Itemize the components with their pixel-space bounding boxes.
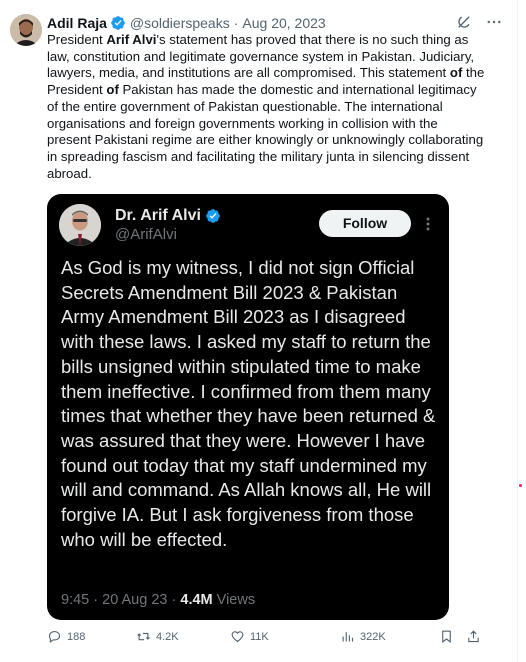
views-count: 322K [360, 630, 386, 643]
quoted-views-label: Views [216, 592, 256, 608]
quoted-views-count: 4.4M [180, 592, 213, 608]
quoted-tweet[interactable] [47, 194, 449, 620]
tweet-text-segment[interactable]: of [106, 82, 119, 98]
quoted-tweet-meta [61, 590, 255, 610]
tweet-text-segment[interactable]: Arif Alvi [106, 32, 157, 47]
reply-count: 188 [67, 630, 86, 643]
separator: · [171, 592, 177, 608]
more-icon[interactable] [421, 215, 435, 233]
more-icon[interactable] [485, 13, 503, 31]
repost-count: 4.2K [156, 630, 179, 643]
tweet-date[interactable]: Aug 20, 2023 [242, 15, 326, 31]
repost-icon [136, 629, 151, 644]
author-handle[interactable]: @soldierspeaks [129, 15, 230, 31]
bookmark-icon [439, 629, 454, 644]
tweet-text-segment[interactable]: of [449, 65, 463, 81]
verified-badge-icon[interactable] [110, 15, 126, 31]
quoted-author-avatar[interactable] [59, 204, 101, 246]
grok-icon[interactable] [455, 13, 473, 31]
reply-icon [47, 629, 62, 644]
tweet-text-segment: the President [47, 65, 485, 98]
reply-button[interactable] [47, 629, 85, 644]
quoted-author-name-row [115, 206, 225, 226]
quoted-tweet-text: As God is my witness, I did not sign Official Secrets Amendment Bill 2023 & Pakistan Army Amendment Bill 2023 as I disagreed with these laws. I asked my staff to return the bills unsigned within stipulated time to make them ineffective. I confirmed from them many times that whether they have been returned & was assured that they were. However I have found out today that my staff undermined my will and command. As Allah knows all, He will forgive IA. But I ask forgiveness from those who will be effected. [61, 257, 436, 550]
share-icon [466, 629, 481, 644]
separator: · [93, 592, 99, 608]
quoted-author-name[interactable]: Dr. Arif Alvi [115, 207, 201, 224]
separator: · [233, 15, 239, 31]
tweet-text [47, 32, 485, 182]
views-icon [340, 629, 355, 644]
author-name[interactable]: Adil Raja [47, 15, 107, 31]
tweet-text-segment: President [47, 32, 107, 47]
like-button[interactable] [230, 629, 269, 644]
repost-button[interactable] [136, 629, 179, 644]
tweet-text-segment: Pakistan has made the domestic and international legitimacy of the entire government of Pakistan questionable. The international organisations and foreign governments working in collision with the present Pakistani regime are either knowingly or unknowingly collaborating in spreading fascism and facilitating the military junta in silencing dissent abroad. [47, 82, 484, 181]
tweet-text-segment: 's statement has proved that there is no such thing as law, constitution and legitimate governance system in Pakistan. Judiciary, lawyers, media, and institutions are all compromised. This statement [47, 32, 475, 81]
quoted-time[interactable]: 9:45 [61, 592, 90, 608]
like-count: 11K [250, 630, 269, 643]
bookmark-button[interactable] [439, 629, 454, 644]
indicator-dot [519, 484, 522, 487]
views-button[interactable] [340, 629, 386, 644]
tweet-header [47, 13, 503, 33]
action-bar [47, 627, 487, 647]
quoted-date[interactable]: 20 Aug 23 [102, 592, 168, 608]
share-button[interactable] [466, 629, 481, 644]
quoted-author-handle[interactable]: @ArifAlvi [115, 226, 177, 243]
like-icon [230, 629, 245, 644]
follow-button[interactable]: Follow [319, 210, 411, 237]
author-avatar[interactable] [10, 14, 42, 46]
verified-badge-icon[interactable] [205, 208, 221, 224]
